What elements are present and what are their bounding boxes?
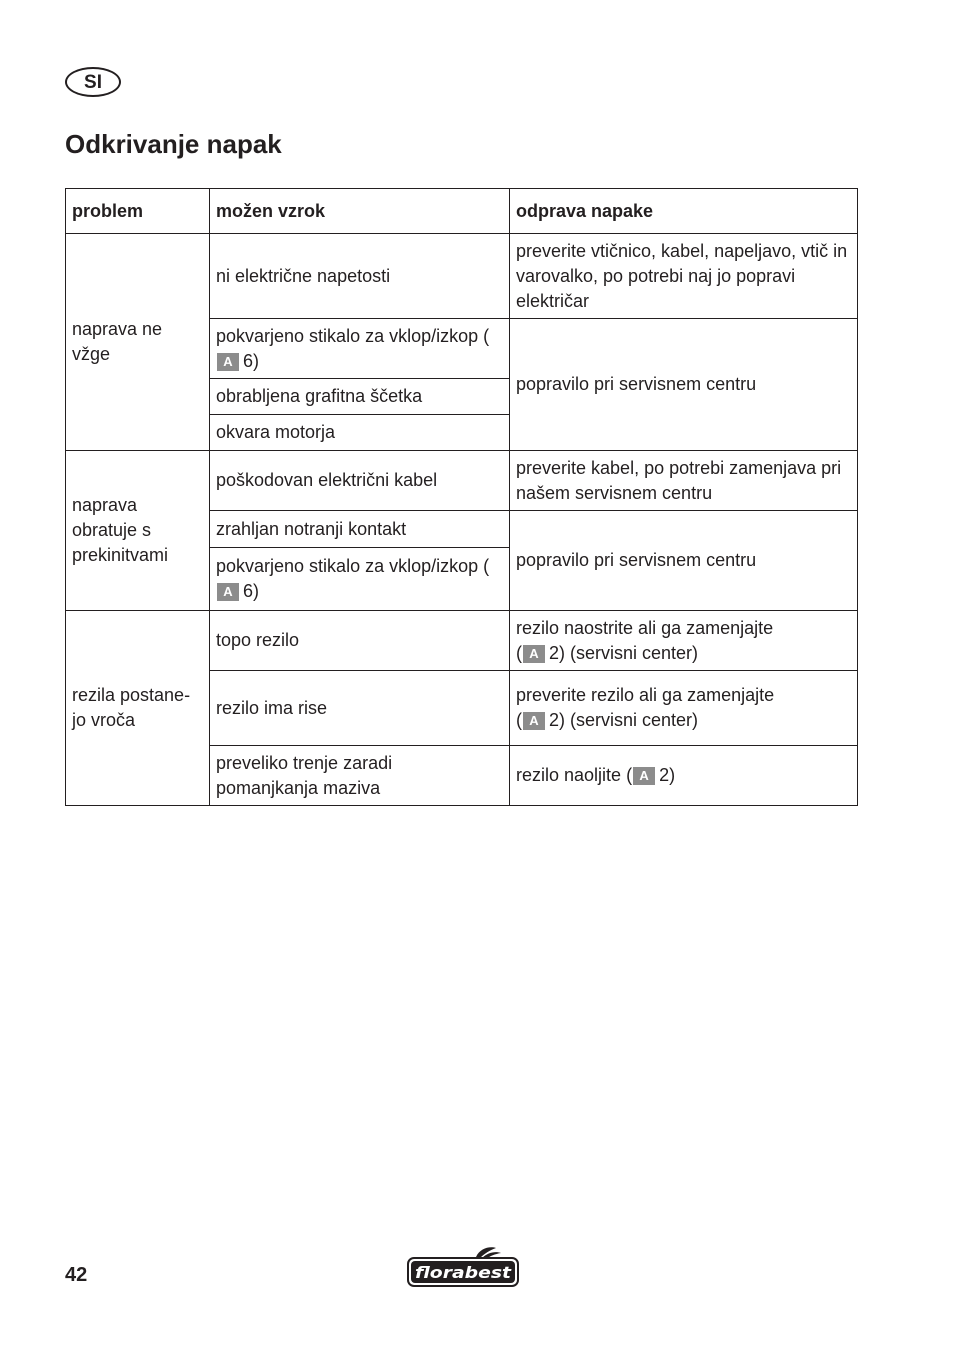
cause-cell: obrabljena grafitna ščetka (210, 379, 510, 415)
page-title: Odkrivanje napak (65, 129, 282, 159)
remedy-cell: rezilo naostrite ali ga zamenjajte ( A 2) (servisni center) (510, 611, 858, 671)
svg-text:florabest: florabest (415, 1263, 513, 1282)
cause-cell: poškodovan električni kabel (210, 451, 510, 511)
language-badge (65, 67, 121, 97)
remedy-cell: popravilo pri servisnem centru (510, 511, 858, 611)
remedy-cell: preverite rezilo ali ga zamenjajte ( A 2) (servisni center) (510, 671, 858, 746)
table-header-row (66, 189, 858, 234)
cause-cell: pokvarjeno stikalo za vklop/izkop (A 6) (210, 548, 510, 611)
figure-ref-badge: A (523, 712, 545, 730)
problem-cell: naprava obratuje s prekinitvami (66, 451, 210, 611)
figure-ref-number: 2 (549, 642, 560, 663)
cause-cell: ni električne napetosti (210, 234, 510, 319)
figure-ref-badge: A (523, 645, 545, 663)
language-code: SI (84, 71, 102, 93)
troubleshooting-table (65, 188, 858, 806)
figure-ref-number: 2 (659, 765, 670, 785)
figure-ref-number: 2 (549, 710, 560, 730)
cause-cell: rezilo ima rise (210, 671, 510, 746)
problem-cell: naprava ne vžge (66, 234, 210, 451)
figure-ref-badge: A (633, 767, 655, 785)
cause-cell: pokvarjeno stikalo za vklop/izkop (A 6) (210, 319, 510, 379)
figure-ref-badge: A (217, 583, 239, 601)
figure-ref-badge: A (217, 353, 239, 371)
header-problem: problem (66, 189, 210, 234)
page-number: 42 (65, 1264, 88, 1286)
remedy-cell: rezilo naoljite ( A 2) (510, 746, 858, 806)
remedy-cell: preverite vtičnico, kabel, napeljavo, vtič in varovalko, po potrebi naj jo popravi električar (510, 234, 858, 319)
florabest-logo (406, 1246, 520, 1288)
header-cause: možen vzrok (210, 189, 510, 234)
cause-cell: zrahljan notranji kontakt (210, 511, 510, 548)
remedy-cell: popravilo pri servisnem centru (510, 319, 858, 451)
figure-ref-number: 6 (243, 350, 254, 371)
cause-cell: okvara motorja (210, 415, 510, 451)
cause-cell: topo rezilo (210, 611, 510, 671)
cause-cell: preveliko trenje zaradi pomanjkanja maziva (210, 746, 510, 806)
header-remedy: odprava napake (510, 189, 858, 234)
table-row (66, 451, 858, 511)
problem-cell: rezila postane-jo vroča (66, 611, 210, 806)
table-row (66, 234, 858, 319)
table-row (66, 611, 858, 671)
remedy-cell: preverite kabel, po potrebi zamenjava pri našem servisnem centru (510, 451, 858, 511)
figure-ref-number: 6 (243, 581, 254, 601)
